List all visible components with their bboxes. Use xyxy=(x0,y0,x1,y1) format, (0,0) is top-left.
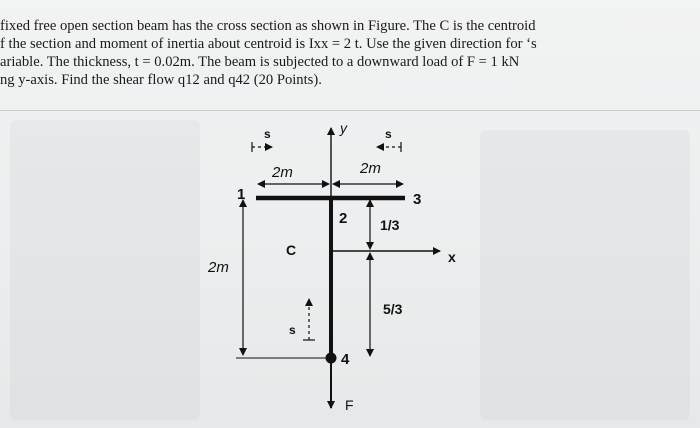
node-3-label: 3 xyxy=(413,191,422,208)
dimension-label-one-third: 1/3 xyxy=(380,217,400,233)
problem-line-3: ariable. The thickness, t = 0.02m. The beam is subjected to a downward load of F = 1 kN xyxy=(0,54,520,70)
s-label-bottom: s xyxy=(289,323,296,337)
s-label-left: s xyxy=(264,127,271,141)
x-axis-label: x xyxy=(448,249,456,265)
dimension-label-five-thirds: 5/3 xyxy=(383,301,403,317)
dimension-label-right-width: 2m xyxy=(360,160,381,177)
force-label: F xyxy=(345,397,354,413)
dimension-label-left-width: 2m xyxy=(272,164,293,181)
problem-line-1: fixed free open section beam has the cross section as shown in Figure. The C is the centroid xyxy=(0,18,536,34)
dimension-label-height: 2m xyxy=(208,259,229,276)
problem-line-2: f the section and moment of inertia about centroid is Ixx = 2 t. Use the given direction for ‘s xyxy=(0,36,537,52)
centroid-label: C xyxy=(286,242,297,258)
node-4-label: 4 xyxy=(341,351,350,368)
node-4-dot xyxy=(326,353,337,364)
node-1-label: 1 xyxy=(237,186,246,203)
y-axis-label: y xyxy=(340,120,347,136)
node-2-label: 2 xyxy=(339,210,348,227)
problem-line-4: ng y-axis. Find the shear flow q12 and q42 (20 Points). xyxy=(0,72,322,88)
s-label-right: s xyxy=(385,127,392,141)
